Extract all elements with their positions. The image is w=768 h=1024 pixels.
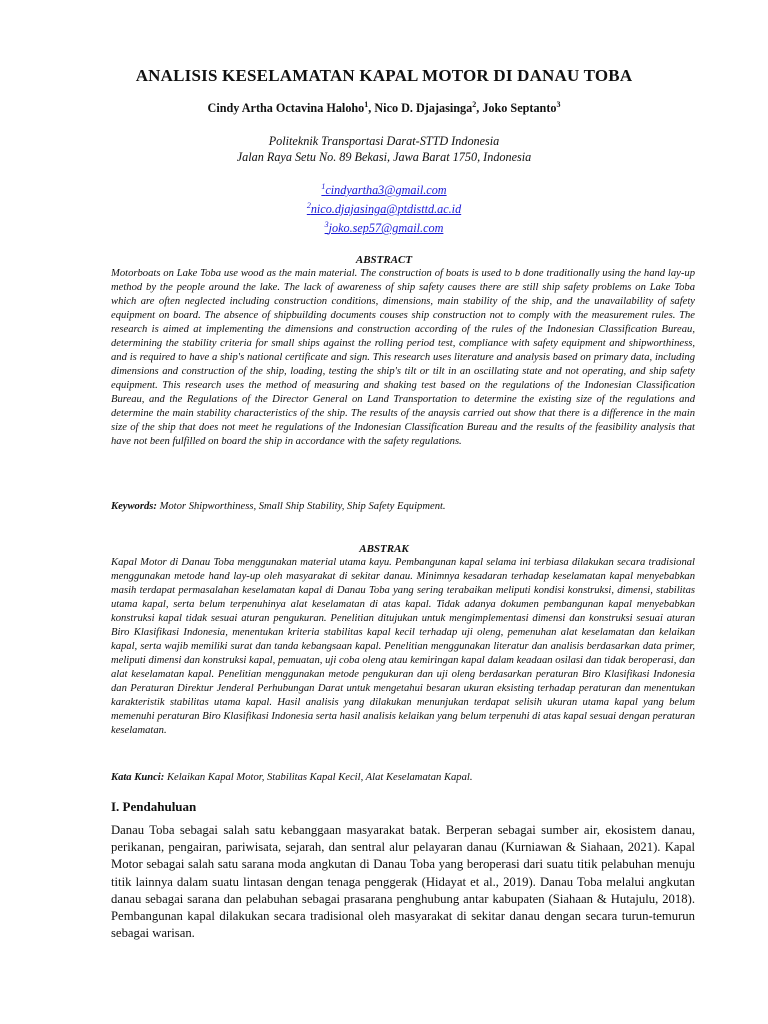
keywords-label: Keywords: — [111, 501, 157, 512]
email-address: nico.djajasinga@ptdisttd.ac.id — [310, 202, 462, 217]
keywords — [111, 500, 695, 514]
abstrak-heading: ABSTRAK — [359, 543, 409, 555]
affiliation-line: Politeknik Transportasi Darat-STTD Indonesia — [268, 134, 500, 148]
author-mark: 1 — [364, 100, 369, 109]
email-mark: 3 — [324, 220, 329, 230]
author-list — [0, 100, 768, 116]
author-separator: , — [476, 101, 483, 116]
abstract-body: Motorboats on Lake Toba use wood as the main material. The construction of boats is used to b done traditionally using the hand lay-up method by the people around the lake. The lack of awareness of ship safety causes there are still ship safety problems on Lake Toba which are often neglected including construction conditions, dimensions, main stability of the ship, and the unavailability of safety equipment on board. The absence of shipbuilding documents couses ship construction not to comply with the measurement rules. The research is aimed at implementing the dimensions and construction according of the rules of the Indonesian Classification Bureau, determining the stability criteria for small ships against the rolling period test, compliance with safety equipment and shipworthiness, and is required to have a ship's national certificate and sign. This research uses literature and analysis based on primary data, including dimensions and construction of the ship, loading, testing the ship's tilt or tilt in an oscillating state and not operating, and ship safety equipment. This research uses the method of measuring and shaking test based on the regulations of the Indonesian Classification Bureau, and the Regulations of the Director General on Land Transportation to determine the existing size of the regulations and determine the main stability characteristics of the ship. The results of the anaysis carried out show that there is a difference in the main size of the ship that does not meet he regulations of the Indonesian Classification Bureau and the results of the feasibility analysis that have not been fulfilled on board the ship in accordance with the safety regulations. — [111, 268, 695, 447]
abstrak-body: Kapal Motor di Danau Toba menggunakan material utama kayu. Pembangunan kapal selama ini terbiasa dilakukan secara tradisional menggunakan metode hand lay-up oleh masyarakat di sekitar danau. Minimnya kesadaran terhadap keselamatan kapal menyebabkan masih terdapat permasalahan keselamatan kapal di Danau Toba yang sering terabaikan meliputi kondisi konstruksi, dimensi, stabilitas utama kapal, serta belum terpenuhinya alat keselamatan di atas kapal. Tidak adanya dokumen pembangunan kapal menyebabkan konstruksi kapal tidak sesuai aturan pengukuran. Penelitian ditujukan untuk mengimplementasi dimensi dan konstruksi sesuai aturan Biro Klasifikasi Indonesia, menentukan kriteria stabilitas kapal kecil terhadap uji oleng, pemenuhan alat keselamatan dan kelaikan kapal, serta wajib memiliki surat dan tanda kebangsaan kapal. Penelitian menggunakan literatur dan analisis berdasarkan data primer, meliputi dimensi dan konstruksi kapal, pemuatan, uji coba oleng atau kemiringan kapal dalam keadaan osilasi dan tidak beroperasi, dan alat keselamatan kapal. Penelitian menggunakan metode pengukuran dan uji oleng berdasarkan peraturan Biro Klasifikasi Indonesia dan Peraturan Direktur Jenderal Perhubungan Darat untuk mengetahui besaran ukuran eksisting terhadap peraturan dan menentukan karakteristik stabilitas utama kapal. Hasil analisis yang dilakukan menunjukan terdapat selisih ukuran utama kapal yang belum memenuhi peraturan Biro Klasifikasi Indonesia serta hasil analisis kelaikan yang belum terpenuhi di atas kapal sesuai dengan peraturan keselamatan. — [111, 557, 695, 736]
abstract-heading: ABSTRACT — [355, 254, 413, 266]
author-mark: 3 — [556, 100, 561, 109]
section-body: Danau Toba sebagai salah satu kebanggaan masyarakat batak. Berperan sebagai sumber air, ekosistem danau, perikanan, pengairan, pariwisata, sejarah, dan sentral alur pelayaran danau (Kurniawan & Siahaan, 2021). Kapal Motor sebagai salah satu sarana moda angkutan di Danau Toba yang beroperasi dari suatu titik pelabuhan menuju titik lainnya dalam suatu lintasan dengan tenaga penggerak (Hidayat et al., 2019). Danau Toba melalui angkutan danau sebagai sarana dan pelabuhan sebagai prasarana penghubung antar kabupaten (Siahaan & Hutajulu, 2018). Pembangunan kapal dilakukan secara tradisional oleh masyarakat di sekitar danau dengan secara turun-temurun sebagai warisan. — [111, 823, 695, 941]
author-name: Cindy Artha Octavina Haloho — [207, 101, 365, 116]
affiliation — [0, 133, 768, 165]
keywords-text: Motor Shipworthiness, Small Ship Stability, Ship Safety Equipment. — [159, 501, 446, 512]
author-name: Joko Septanto — [482, 101, 557, 116]
email-link[interactable] — [0, 179, 768, 198]
author-name: Nico D. Djajasinga — [374, 101, 473, 116]
kata-kunci — [111, 771, 695, 785]
author-mark: 2 — [472, 100, 477, 109]
section-heading: I. Pendahuluan — [111, 799, 197, 814]
paper-title: ANALISIS KESELAMATAN KAPAL MOTOR DI DANAU TOBA — [135, 66, 633, 85]
email-address: cindyartha3@gmail.com — [325, 183, 447, 198]
author-separator: , — [368, 101, 375, 116]
email-link[interactable] — [0, 198, 768, 217]
kata-kunci-text: Kelaikan Kapal Motor, Stabilitas Kapal Kecil, Alat Keselamatan Kapal. — [166, 772, 473, 783]
email-mark: 2 — [306, 201, 311, 211]
kata-kunci-label: Kata Kunci: — [111, 772, 165, 783]
affiliation-line: Jalan Raya Setu No. 89 Bekasi, Jawa Barat 1750, Indonesia — [236, 150, 532, 164]
email-address: joko.sep57@gmail.com — [328, 221, 444, 236]
email-link[interactable] — [0, 217, 768, 236]
email-list — [0, 179, 768, 236]
email-mark: 1 — [321, 182, 326, 191]
